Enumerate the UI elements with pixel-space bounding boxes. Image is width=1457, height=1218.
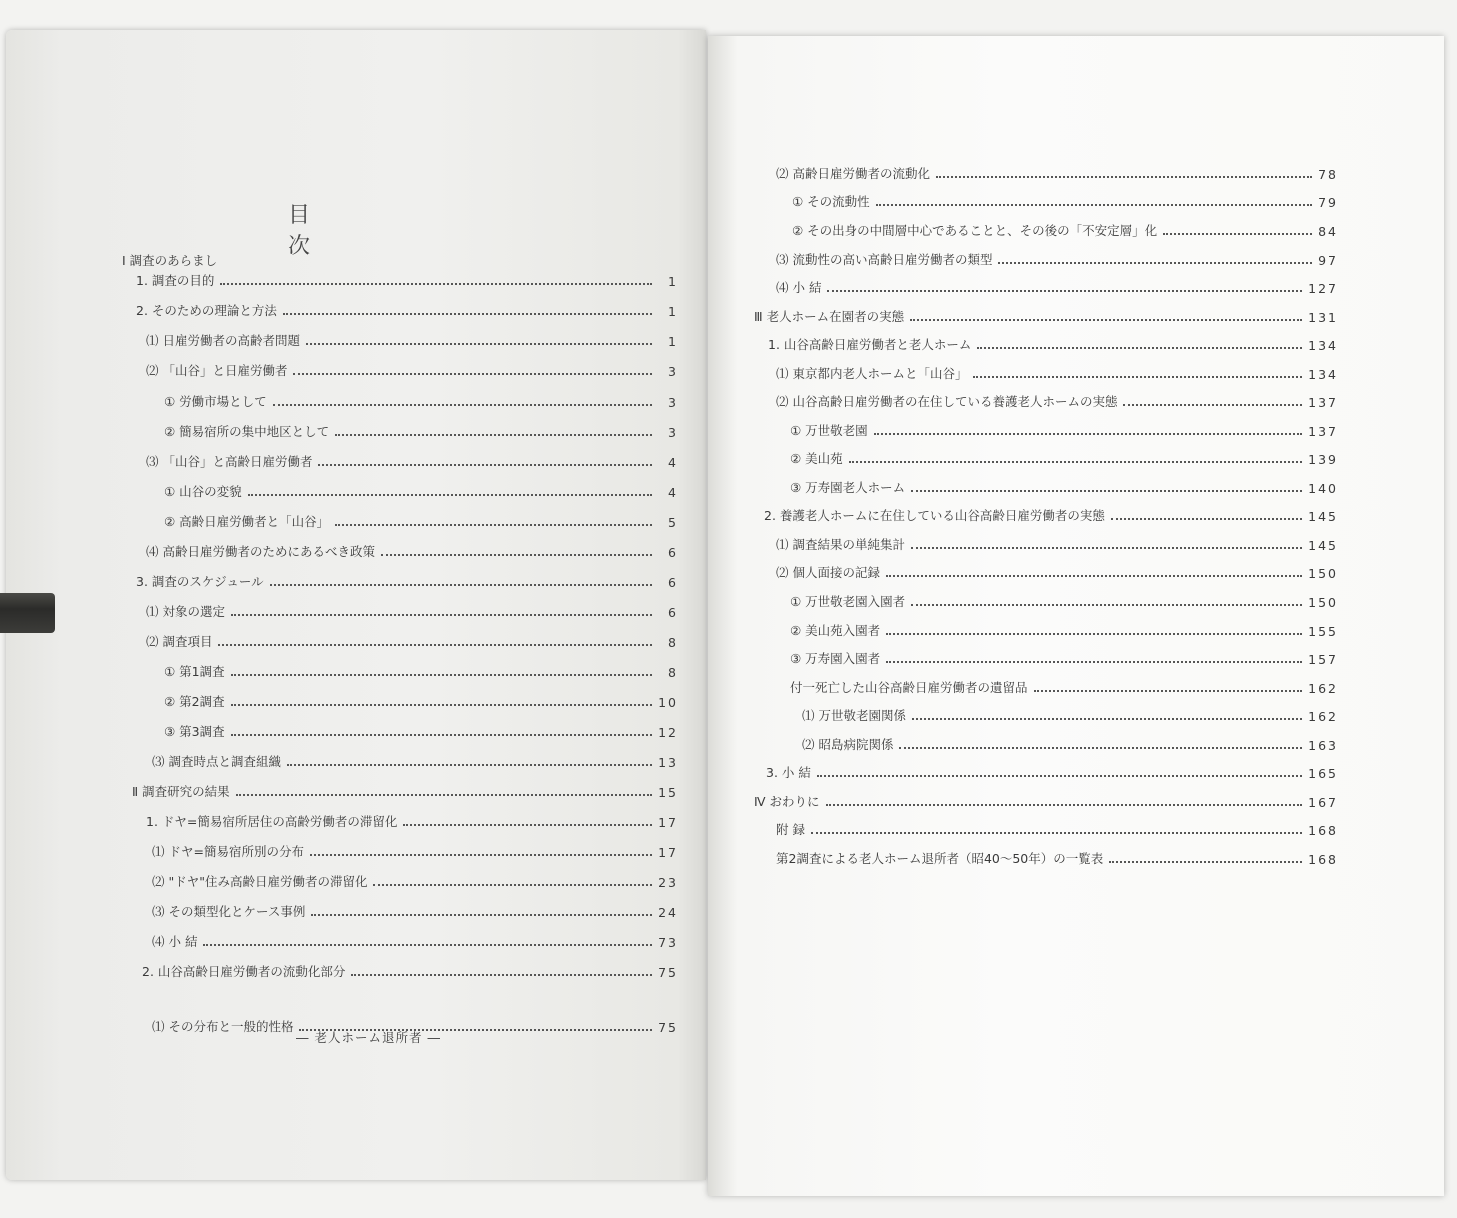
leader-dots bbox=[310, 854, 652, 856]
toc-entry-label: ⑴ 東京都内老人ホームと「山谷」 bbox=[776, 366, 968, 381]
leader-dots bbox=[911, 604, 1302, 606]
toc-entry-page: 3 bbox=[668, 364, 678, 379]
toc-entry-label: ⑷ 小 結 bbox=[776, 280, 822, 295]
leader-dots bbox=[973, 376, 1302, 378]
toc-entry bbox=[152, 748, 678, 770]
toc-entry-label: 付一死亡した山谷高齢日雇労働者の遺留品 bbox=[790, 680, 1028, 695]
leader-dots bbox=[811, 832, 1302, 834]
leader-dots bbox=[827, 290, 1302, 292]
toc-entry-label: ⑴ 調査結果の単純集計 bbox=[776, 537, 905, 552]
toc-entry bbox=[766, 759, 1338, 781]
toc-entry bbox=[790, 474, 1338, 496]
toc-entry-page: 6 bbox=[668, 575, 678, 590]
toc-entry-page: 139 bbox=[1308, 452, 1338, 467]
toc-entry bbox=[790, 617, 1338, 639]
toc-entry bbox=[132, 778, 678, 800]
toc-entry bbox=[776, 845, 1338, 867]
toc-entry-label: ② 高齢日雇労働者と「山谷」 bbox=[164, 514, 330, 529]
leader-dots bbox=[306, 343, 652, 345]
leader-dots bbox=[231, 704, 652, 706]
leader-dots bbox=[826, 804, 1303, 806]
toc-entry-page: 1 bbox=[668, 304, 678, 319]
leader-dots bbox=[899, 747, 1302, 749]
toc-entry-label: Ⅲ 老人ホーム在園者の実態 bbox=[754, 309, 905, 324]
toc-entry-label: 2. 養護老人ホームに在住している山谷高齢日雇労働者の実態 bbox=[764, 508, 1105, 523]
toc-entry bbox=[764, 502, 1338, 524]
toc-entry bbox=[776, 559, 1338, 581]
toc-entry-label: ⑵ 高齢日雇労働者の流動化 bbox=[776, 166, 930, 181]
toc-entry bbox=[776, 246, 1338, 268]
leader-dots bbox=[318, 464, 652, 466]
leader-dots bbox=[1034, 690, 1303, 692]
leader-dots bbox=[236, 794, 652, 796]
toc-entry-label: ① その流動性 bbox=[792, 194, 870, 209]
leader-dots bbox=[936, 176, 1312, 178]
toc-entry-page: 131 bbox=[1308, 310, 1338, 325]
toc-entry-label: ⑵ 山谷高齢日雇労働者の在住している養護老人ホームの実態 bbox=[776, 394, 1118, 409]
section-heading-1: Ⅰ 調査のあらまし bbox=[122, 253, 218, 268]
toc-entry bbox=[136, 297, 678, 319]
toc-entry-page: 17 bbox=[658, 815, 678, 830]
leader-dots bbox=[220, 283, 652, 285]
toc-entry bbox=[164, 718, 678, 740]
leader-dots bbox=[876, 204, 1312, 206]
toc-entry-label: ⑵ 昭島病院関係 bbox=[802, 737, 894, 752]
leader-dots bbox=[231, 674, 652, 676]
leader-dots bbox=[849, 461, 1302, 463]
leader-dots bbox=[403, 824, 652, 826]
toc-entry-page: 3 bbox=[668, 425, 678, 440]
toc-entry-label: ① 万世敬老園入園者 bbox=[790, 594, 906, 609]
toc-entry-label: ⑵ 個人面接の記録 bbox=[776, 565, 880, 580]
toc-entry bbox=[790, 445, 1338, 467]
toc-entry bbox=[136, 267, 678, 289]
toc-entry-page: 84 bbox=[1318, 224, 1338, 239]
leader-dots bbox=[335, 524, 652, 526]
leader-dots bbox=[911, 490, 1302, 492]
toc-entry bbox=[152, 898, 678, 920]
toc-entry-label: ⑴ 対象の選定 bbox=[146, 604, 225, 619]
toc-entry-label: ⑴ 日雇労働者の高齢者問題 bbox=[146, 333, 300, 348]
toc-entry-page: 6 bbox=[668, 605, 678, 620]
toc-entry bbox=[146, 628, 678, 650]
leader-dots bbox=[886, 661, 1302, 663]
toc-entry bbox=[152, 838, 678, 860]
leader-dots bbox=[231, 734, 652, 736]
toc-entry-page: 127 bbox=[1308, 281, 1338, 296]
toc-entry-page: 24 bbox=[658, 905, 678, 920]
toc-entry-page: 6 bbox=[668, 545, 678, 560]
toc-entry-label: Ⅱ 調査研究の結果 bbox=[132, 784, 230, 799]
toc-entry-page: 168 bbox=[1308, 823, 1338, 838]
toc-entry-page: 165 bbox=[1308, 766, 1338, 781]
toc-entry-label: ② その出身の中間層中心であることと、その後の「不安定層」化 bbox=[792, 223, 1158, 238]
toc-entry-page: 75 bbox=[658, 965, 678, 980]
toc-entry-page: 157 bbox=[1308, 652, 1338, 667]
toc-entry bbox=[152, 868, 678, 890]
toc-entry bbox=[136, 568, 678, 590]
leader-dots bbox=[998, 262, 1312, 264]
toc-entry-label: ⑵ 「山谷」と日雇労働者 bbox=[146, 363, 288, 378]
toc-entry bbox=[776, 360, 1338, 382]
leader-dots bbox=[311, 914, 652, 916]
toc-entry-label: 1. ドヤ=簡易宿所居住の高齢労働者の滞留化 bbox=[146, 814, 398, 829]
toc-entry-page: 5 bbox=[668, 515, 678, 530]
toc-entry-label: 2. そのための理論と方法 bbox=[136, 303, 277, 318]
toc-entry bbox=[146, 598, 678, 620]
toc-entry-label: ⑶ その類型化とケース事例 bbox=[152, 904, 306, 919]
leader-dots bbox=[381, 554, 652, 556]
toc-entry bbox=[164, 478, 678, 500]
toc-entry-label: ⑵ 調査項目 bbox=[146, 634, 213, 649]
leader-dots bbox=[273, 404, 652, 406]
toc-entry-label: 1. 山谷高齢日雇労働者と老人ホーム bbox=[768, 337, 972, 352]
toc-entry-label: ⑵ "ドヤ"住み高齢日雇労働者の滞留化 bbox=[152, 874, 368, 889]
toc-entry-label: ⑶ 「山谷」と高齢日雇労働者 bbox=[146, 454, 313, 469]
toc-entry bbox=[776, 816, 1338, 838]
leader-dots bbox=[912, 718, 1302, 720]
toc-entry-page: 4 bbox=[668, 485, 678, 500]
left-page bbox=[6, 30, 706, 1180]
toc-entry-label: ⑷ 高齢日雇労働者のためにあるべき政策 bbox=[146, 544, 375, 559]
leader-dots bbox=[373, 884, 652, 886]
toc-entry bbox=[164, 388, 678, 410]
toc-entry-label: 3. 調査のスケジュール bbox=[136, 574, 264, 589]
toc-entry-label: 第2調査による老人ホーム退所者（昭40～50年）の一覧表 bbox=[776, 851, 1104, 866]
toc-entry-label: Ⅳ おわりに bbox=[754, 794, 820, 809]
toc-entry bbox=[164, 688, 678, 710]
toc-entry-page: 150 bbox=[1308, 566, 1338, 581]
leader-dots bbox=[910, 319, 1302, 321]
toc-entry bbox=[768, 331, 1338, 353]
toc-entry bbox=[164, 418, 678, 440]
toc-entry-page: 12 bbox=[658, 725, 678, 740]
toc-entry-label: ③ 第3調査 bbox=[164, 724, 225, 739]
toc-entry-page: 13 bbox=[658, 755, 678, 770]
toc-entry-page: 4 bbox=[668, 455, 678, 470]
toc-entry-page: 1 bbox=[668, 274, 678, 289]
toc-entry bbox=[802, 702, 1338, 724]
toc-entry-page: 79 bbox=[1318, 195, 1338, 210]
toc-entry bbox=[776, 160, 1338, 182]
toc-entry bbox=[754, 303, 1338, 325]
toc-subtitle: ― 老人ホーム退所者 ― bbox=[296, 1030, 441, 1045]
toc-entry bbox=[146, 327, 678, 349]
leader-dots bbox=[874, 433, 1302, 435]
toc-entry bbox=[790, 588, 1338, 610]
toc-entry bbox=[164, 508, 678, 530]
toc-entry bbox=[146, 808, 678, 830]
toc-entry-label: ② 第2調査 bbox=[164, 694, 225, 709]
toc-entry bbox=[754, 788, 1338, 810]
toc-entry-page: 15 bbox=[658, 785, 678, 800]
toc-entry bbox=[776, 388, 1338, 410]
leader-dots bbox=[351, 974, 652, 976]
toc-entry-label: ⑶ 調査時点と調査組織 bbox=[152, 754, 281, 769]
toc-entry-page: 168 bbox=[1308, 852, 1338, 867]
toc-entry-page: 8 bbox=[668, 665, 678, 680]
right-page bbox=[708, 36, 1444, 1196]
toc-entry bbox=[790, 417, 1338, 439]
leader-dots bbox=[283, 313, 652, 315]
toc-entry-label: 1. 調査の目的 bbox=[136, 273, 215, 288]
leader-dots bbox=[1111, 518, 1302, 520]
toc-entry-page: 163 bbox=[1308, 738, 1338, 753]
toc-entry-label: ① 第1調査 bbox=[164, 664, 225, 679]
leader-dots bbox=[1123, 404, 1302, 406]
toc-entry bbox=[790, 674, 1338, 696]
toc-entry-label: ⑶ 流動性の高い高齢日雇労働者の類型 bbox=[776, 252, 993, 267]
leader-dots bbox=[1109, 861, 1302, 863]
toc-entry-label: 2. 山谷高齢日雇労働者の流動化部分 bbox=[142, 964, 346, 979]
toc-entry bbox=[146, 448, 678, 470]
toc-entry-page: 162 bbox=[1308, 681, 1338, 696]
toc-entry-label: ① 万世敬老園 bbox=[790, 423, 868, 438]
leader-dots bbox=[248, 494, 652, 496]
toc-entry-label: ① 労働市場として bbox=[164, 394, 267, 409]
toc-entry bbox=[152, 928, 678, 950]
toc-entry-page: 1 bbox=[668, 334, 678, 349]
toc-entry bbox=[776, 531, 1338, 553]
toc-entry-page: 17 bbox=[658, 845, 678, 860]
toc-entry bbox=[776, 274, 1338, 296]
toc-entry-page: 150 bbox=[1308, 595, 1338, 610]
toc-entry bbox=[142, 958, 678, 980]
toc-entry-page: 145 bbox=[1308, 509, 1338, 524]
toc-entry bbox=[790, 645, 1338, 667]
toc-title: 目 次 bbox=[288, 203, 441, 259]
toc-entry-page: 137 bbox=[1308, 395, 1338, 410]
leader-dots bbox=[977, 347, 1302, 349]
toc-entry-page: 167 bbox=[1308, 795, 1338, 810]
toc-entry-label: ① 山谷の変貌 bbox=[164, 484, 242, 499]
toc-entry-page: 155 bbox=[1308, 624, 1338, 639]
toc-entry-page: 162 bbox=[1308, 709, 1338, 724]
toc-entry-page: 8 bbox=[668, 635, 678, 650]
toc-entry-label: 3. 小 結 bbox=[766, 765, 811, 780]
toc-entry-label: ⑷ 小 結 bbox=[152, 934, 198, 949]
toc-entry-label: ⑴ その分布と一般的性格 bbox=[152, 1019, 294, 1034]
toc-entry-label: ③ 万寿園入園者 bbox=[790, 651, 881, 666]
toc-entry-page: 134 bbox=[1308, 367, 1338, 382]
toc-entry-label: ⑴ 万世敬老園関係 bbox=[802, 708, 906, 723]
toc-entry-page: 134 bbox=[1308, 338, 1338, 353]
toc-entry-page: 3 bbox=[668, 395, 678, 410]
toc-entry-label: ③ 万寿園老人ホーム bbox=[790, 480, 906, 495]
leader-dots bbox=[886, 575, 1302, 577]
leader-dots bbox=[817, 775, 1302, 777]
toc-entry-label: ② 美山苑入園者 bbox=[790, 623, 881, 638]
toc-entry-page: 137 bbox=[1308, 424, 1338, 439]
toc-entry-page: 73 bbox=[658, 935, 678, 950]
toc-entry bbox=[146, 357, 678, 379]
leader-dots bbox=[293, 373, 652, 375]
leader-dots bbox=[218, 644, 652, 646]
toc-entry-page: 145 bbox=[1308, 538, 1338, 553]
toc-entry-label: ⑴ ドヤ=簡易宿所別の分布 bbox=[152, 844, 304, 859]
toc-entry-page: 97 bbox=[1318, 253, 1338, 268]
leader-dots bbox=[335, 434, 652, 436]
leader-dots bbox=[287, 764, 652, 766]
leader-dots bbox=[886, 633, 1302, 635]
leader-dots bbox=[911, 547, 1302, 549]
toc-entry bbox=[164, 658, 678, 680]
leader-dots bbox=[1163, 233, 1312, 235]
toc-entry bbox=[146, 538, 678, 560]
leader-dots bbox=[203, 944, 652, 946]
toc-entry-page: 75 bbox=[658, 1020, 678, 1035]
toc-entry-label: ② 美山苑 bbox=[790, 451, 843, 466]
toc-entry bbox=[792, 217, 1338, 239]
toc-entry-page: 10 bbox=[658, 695, 678, 710]
toc-entry-page: 140 bbox=[1308, 481, 1338, 496]
toc-entry bbox=[792, 188, 1338, 210]
toc-entry-label: ② 簡易宿所の集中地区として bbox=[164, 424, 330, 439]
toc-entry-page: 23 bbox=[658, 875, 678, 890]
binder-clip bbox=[0, 593, 55, 633]
toc-entry-page: 78 bbox=[1318, 167, 1338, 182]
leader-dots bbox=[270, 584, 652, 586]
toc-entry-label: 附 録 bbox=[776, 822, 805, 837]
toc-entry bbox=[802, 731, 1338, 753]
leader-dots bbox=[231, 614, 652, 616]
